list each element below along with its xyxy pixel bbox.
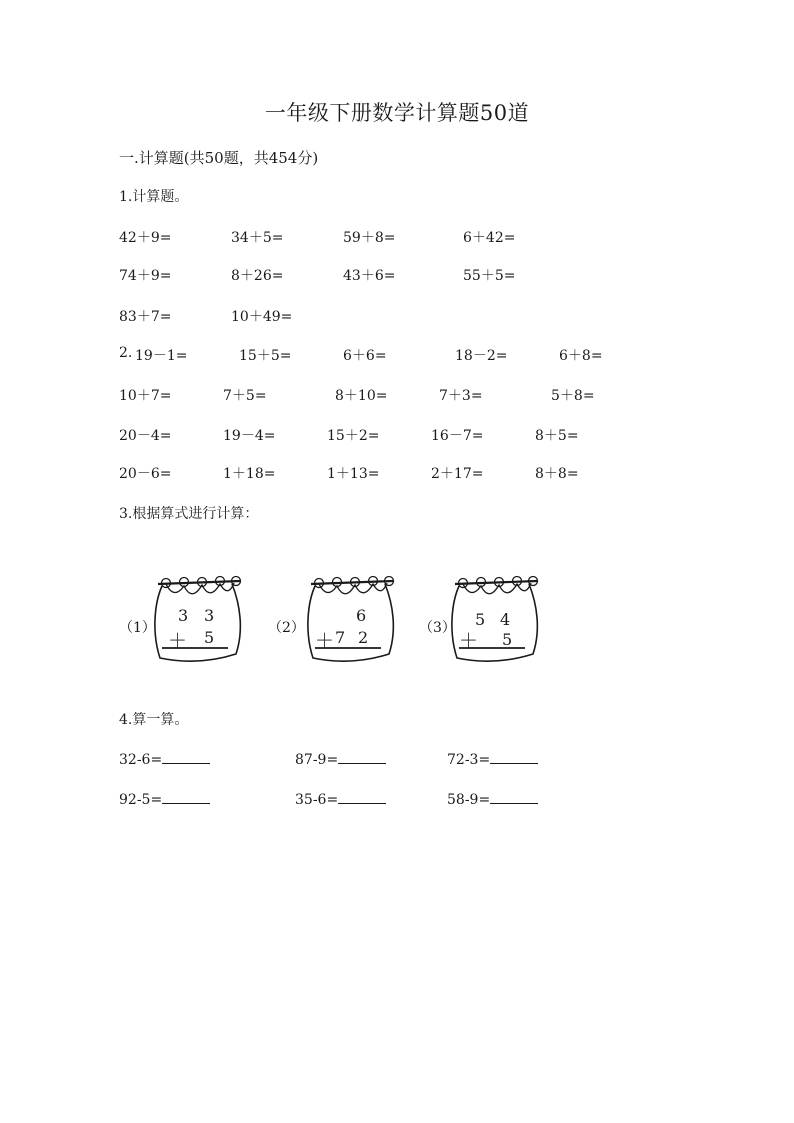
q4-cell xyxy=(295,750,386,768)
q2-cell: 19－1= xyxy=(135,348,188,364)
basket-figure xyxy=(449,574,541,666)
q1-cell: 6＋42= xyxy=(463,230,516,246)
q4-header: 4.算一算。 xyxy=(119,712,189,728)
q4-expression: 87-9= xyxy=(295,752,339,768)
q2-cell: 19－4= xyxy=(223,428,276,444)
plus-sign: ＋ xyxy=(459,630,479,652)
answer-blank[interactable] xyxy=(162,750,210,764)
q2-cell: 8＋8= xyxy=(535,466,579,482)
q2-cell: 18－2= xyxy=(455,348,508,364)
basket-figure xyxy=(152,574,244,666)
q3-item-label: （1） xyxy=(119,620,156,636)
q4-cell xyxy=(447,790,538,808)
q1-cell: 55＋5= xyxy=(463,268,516,284)
q2-cell: 2＋17= xyxy=(431,466,484,482)
ones-top-digit: 4 xyxy=(500,610,511,629)
q4-expression: 35-6= xyxy=(295,792,339,808)
q4-expression: 58-9= xyxy=(447,792,491,808)
q2-cell: 7＋5= xyxy=(223,388,267,404)
q2-cell: 8＋5= xyxy=(535,428,579,444)
q2-cell: 15＋2= xyxy=(327,428,380,444)
basket-figure xyxy=(305,574,397,666)
q3-item-label: （3） xyxy=(419,620,456,636)
q1-cell: 74＋9= xyxy=(119,268,172,284)
q4-cell xyxy=(447,750,538,768)
q2-cell: 10＋7= xyxy=(119,388,172,404)
q1-cell: 34＋5= xyxy=(231,230,284,246)
q2-cell: 6＋8= xyxy=(559,348,603,364)
answer-blank[interactable] xyxy=(162,790,210,804)
basket-icon xyxy=(152,574,244,666)
plus-sign: ＋ xyxy=(315,630,335,652)
q2-cell: 16－7= xyxy=(431,428,484,444)
ones-top-digit: 6 xyxy=(356,606,367,625)
q4-expression: 32-6= xyxy=(119,752,163,768)
q1-cell: 10＋49= xyxy=(231,309,293,325)
q2-cell: 6＋6= xyxy=(343,348,387,364)
q2-prefix: 2. xyxy=(119,345,133,361)
q4-expression: 92-5= xyxy=(119,792,163,808)
ones-top-digit: 3 xyxy=(204,606,215,625)
q1-header: 1.计算题。 xyxy=(119,189,189,205)
q2-cell: 15＋5= xyxy=(239,348,292,364)
q4-expression: 72-3= xyxy=(447,752,491,768)
tens-bottom-digit: 7 xyxy=(335,628,346,647)
q1-cell: 83＋7= xyxy=(119,309,172,325)
plus-sign: ＋ xyxy=(168,630,188,652)
q2-cell: 20－6= xyxy=(119,466,172,482)
tens-top-digit: 5 xyxy=(475,610,486,629)
answer-blank[interactable] xyxy=(490,750,538,764)
q1-cell: 43＋6= xyxy=(343,268,396,284)
q4-cell xyxy=(295,790,386,808)
page-title: 一年级下册数学计算题50道 xyxy=(264,101,530,125)
q1-cell: 8＋26= xyxy=(231,268,284,284)
q2-cell: 20－4= xyxy=(119,428,172,444)
q4-cell xyxy=(119,750,210,768)
section-heading: 一.计算题(共50题，共454分) xyxy=(119,149,319,167)
q3-header: 3.根据算式进行计算： xyxy=(119,506,259,522)
answer-blank[interactable] xyxy=(490,790,538,804)
answer-blank[interactable] xyxy=(338,790,386,804)
ones-bottom-digit: 2 xyxy=(358,628,369,647)
q3-item-label: （2） xyxy=(268,620,305,636)
q1-cell: 59＋8= xyxy=(343,230,396,246)
q2-cell: 8＋10= xyxy=(335,388,388,404)
q2-cell: 1＋13= xyxy=(327,466,380,482)
answer-blank[interactable] xyxy=(338,750,386,764)
q2-cell: 7＋3= xyxy=(439,388,483,404)
q4-cell xyxy=(119,790,210,808)
q2-cell: 5＋8= xyxy=(551,388,595,404)
ones-bottom-digit: 5 xyxy=(204,628,215,647)
ones-bottom-digit: 5 xyxy=(502,630,513,649)
q2-cell: 1＋18= xyxy=(223,466,276,482)
q1-cell: 42＋9= xyxy=(119,230,172,246)
tens-top-digit: 3 xyxy=(178,606,189,625)
